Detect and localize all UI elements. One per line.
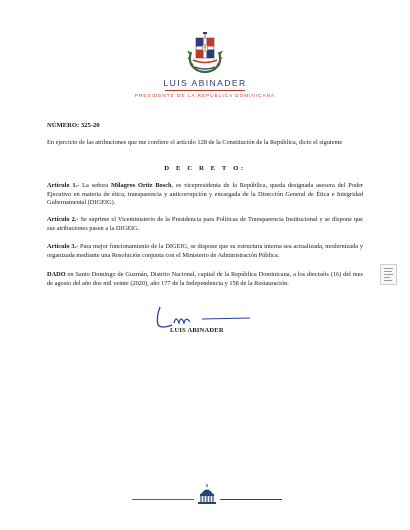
article-1-text-a: La señora — [79, 182, 112, 189]
footer-divider-blue — [220, 499, 282, 500]
dado-paragraph — [47, 271, 363, 288]
president-title: PRESIDENTE DE LA REPÚBLICA DOMINICANA — [134, 93, 276, 98]
dominican-coat-of-arms-icon — [185, 30, 225, 74]
decreto-heading: D E C R E T O: — [164, 165, 246, 172]
intro-paragraph: En ejercicio de las atribuciones que me confiere el artículo 128 de la Constitución de la República, dicto el siguiente — [47, 139, 343, 146]
article-3-heading: Artículo 3.- — [47, 243, 79, 250]
president-name: LUIS ABINADER — [163, 78, 247, 88]
dado-heading: DADO — [47, 271, 66, 278]
article-3 — [47, 243, 363, 260]
footer-divider-red — [132, 499, 194, 500]
signer-name: LUIS ABINADER — [170, 327, 224, 334]
article-1-text-b: , es vicepresidenta de la República, queda designada asesora del Poder Ejecutivo en materia de ética, transparencia y anticorrupción y encargada de la Dirección General de Ética e Integridad Gubernamental (DIGEIG). — [47, 182, 363, 207]
article-2 — [47, 216, 363, 233]
article-2-heading: Artículo 2.- — [47, 216, 79, 223]
document-thumbnail-icon[interactable] — [380, 264, 397, 285]
article-2-text: Se suprime el Viceministerio de la Presidencia para Políticas de Transparencia Institucional y se dispone que sus atribuciones pasen a la DIGEIG. — [47, 216, 363, 232]
decree-number: NÚMERO: 325-20 — [47, 122, 100, 129]
article-1-person-name: Milagros Ortiz Bosch — [111, 182, 172, 189]
article-1 — [47, 182, 363, 208]
palace-dome-icon — [196, 483, 218, 505]
article-3-text: Para mejor funcionamiento de la DIGEIG, se dispone que su estructura interna sea actualizada, modernizada y organizada mediante una Resolución conjunta con el Ministerio de Administración Pública. — [47, 243, 363, 259]
header-divider — [165, 90, 245, 91]
dado-text: en Santo Domingo de Guzmán, Distrito Nacional, capital de la República Dominicana, a los dieciséis (16) del mes de agosto del año dos mil veinte (2020), año 177 de la Independencia y 158 de la Restauración. — [47, 271, 363, 287]
article-1-heading: Artículo 1.- — [47, 182, 80, 189]
